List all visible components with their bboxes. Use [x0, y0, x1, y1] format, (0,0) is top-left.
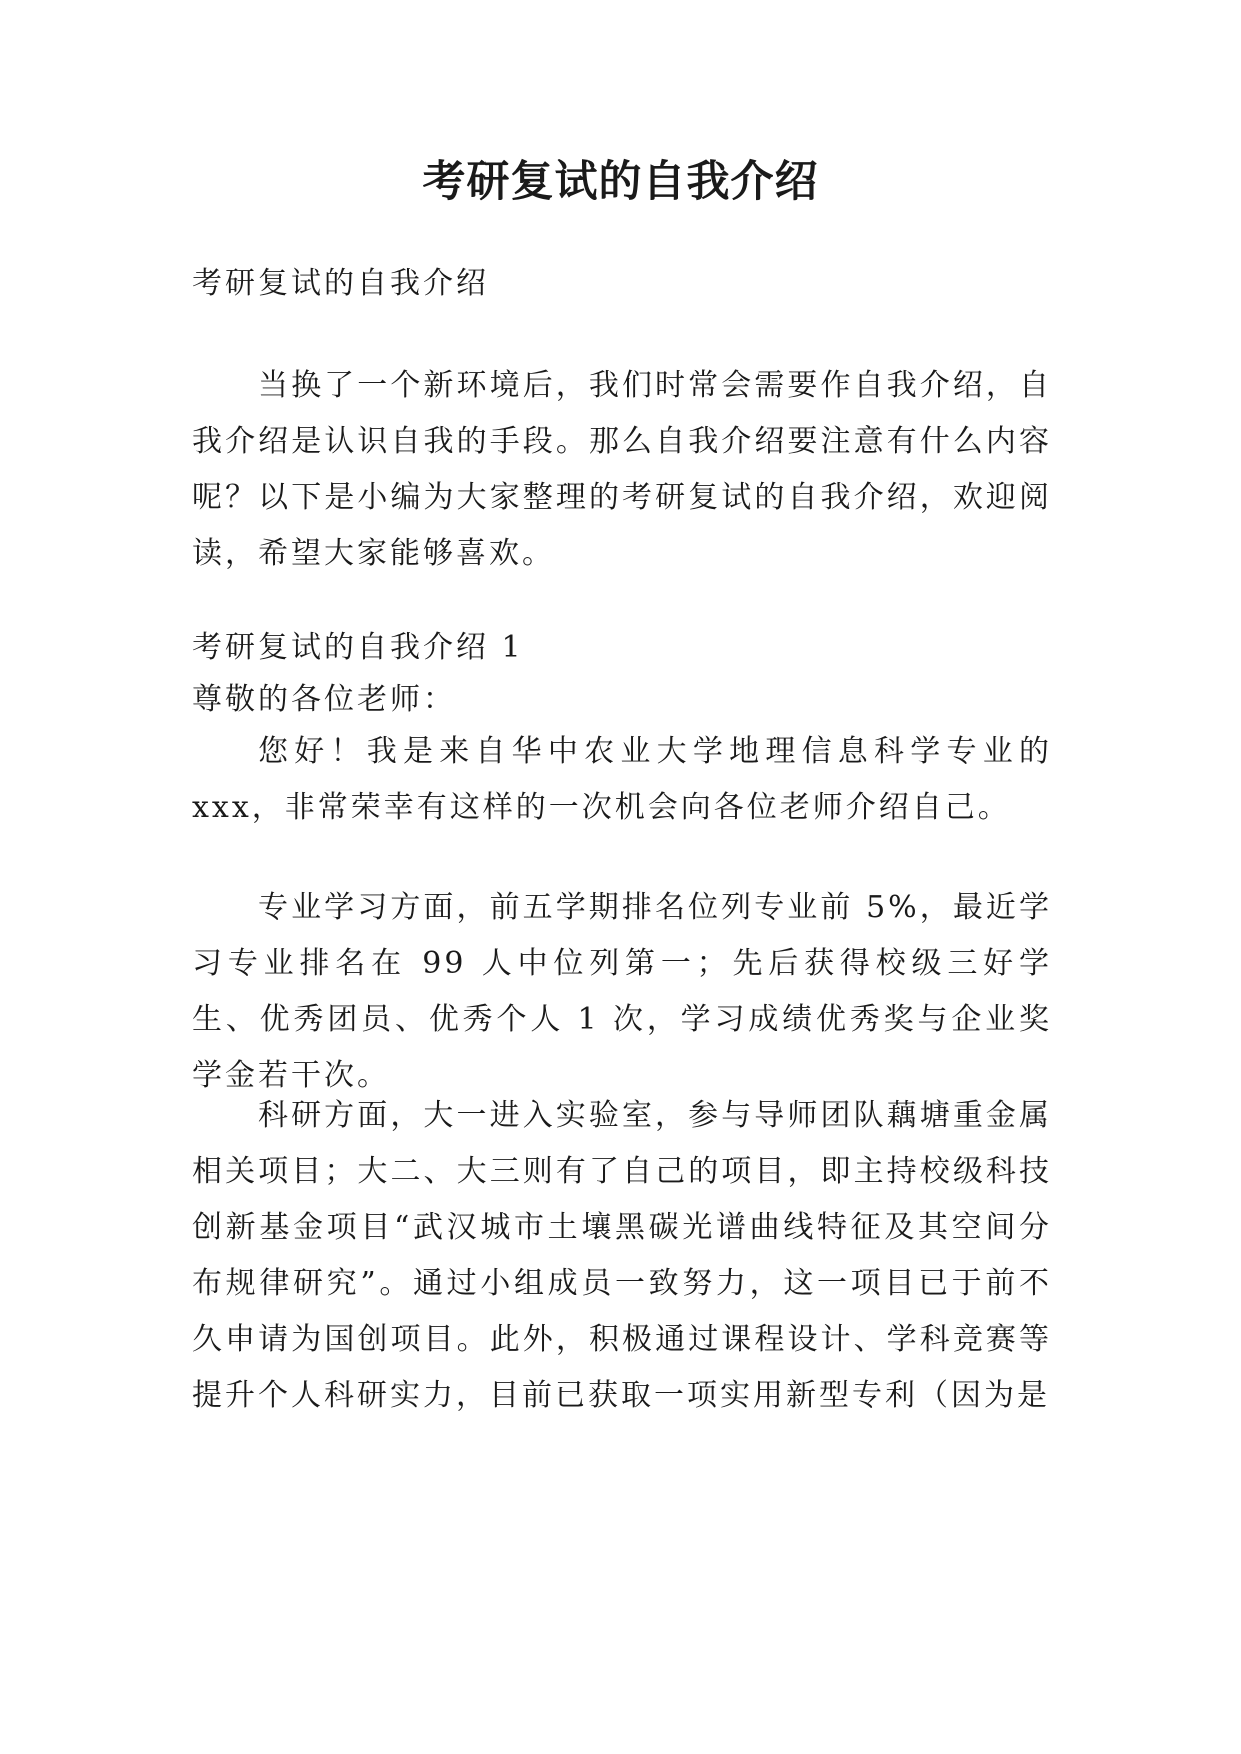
salutation: 尊敬的各位老师： [192, 682, 456, 717]
greeting-paragraph: 您好！我是来自华中农业大学地理信息科学专业的 xxx，非常荣幸有这样的一次机会向各位老师介绍自己。 [192, 734, 1052, 825]
document-subtitle: 考研复试的自我介绍 [192, 266, 489, 301]
section-heading: 考研复试的自我介绍 1 [192, 630, 524, 665]
research-paragraph: 科研方面，大一进入实验室，参与导师团队藕塘重金属相关项目；大二、大三则有了自己的项目，即主持校级科技创新基金项目“武汉城市土壤黑碳光谱曲线特征及其空间分布规律研究”。通过小组成员一致努力，这一项目已于前不久申请为国创项目。此外，积极通过课程设计、学科竞赛等提升个人科研实力，目前已获取一项实用新型专利（因为是 [192, 1098, 1052, 1413]
study-paragraph: 专业学习方面，前五学期排名位列专业前 5%，最近学习专业排名在 99 人中位列第一；先后获得校级三好学生、优秀团员、优秀个人 1 次，学习成绩优秀奖与企业奖学金若干次。 [192, 890, 1052, 1093]
document-title: 考研复试的自我介绍 [422, 157, 819, 207]
intro-paragraph: 当换了一个新环境后，我们时常会需要作自我介绍，自我介绍是认识自我的手段。那么自我介绍要注意有什么内容呢？以下是小编为大家整理的考研复试的自我介绍，欢迎阅读，希望大家能够喜欢。 [192, 368, 1052, 571]
